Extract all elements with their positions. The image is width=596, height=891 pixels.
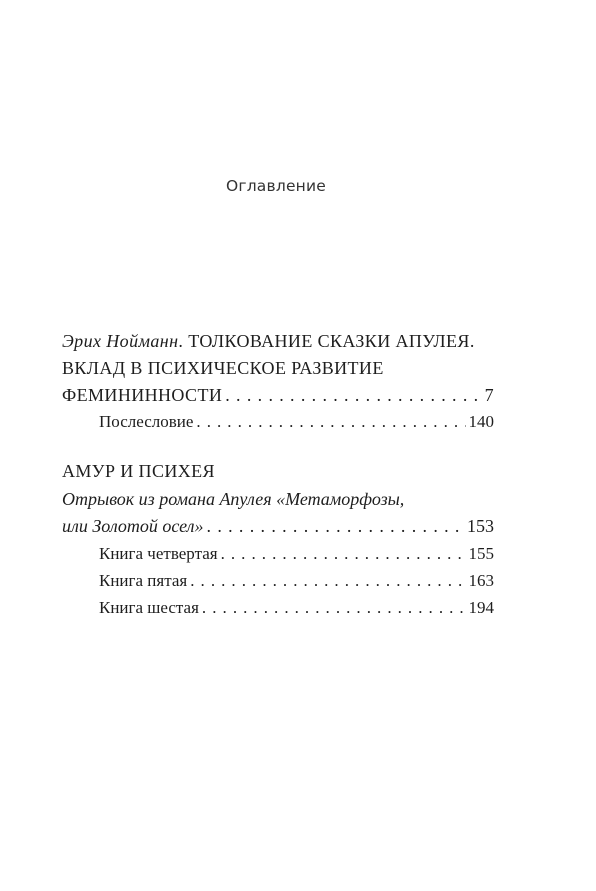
- section-2-subtitle-line-2: или Золотой осел»: [62, 516, 204, 536]
- toc-entry-kniga-chetvertaya[interactable]: [99, 543, 494, 565]
- dot-leader: [221, 543, 466, 565]
- entry-label: Послесловие: [99, 412, 194, 431]
- dot-leader: [207, 515, 464, 537]
- page-number: 194: [468, 598, 494, 617]
- section-1-entry[interactable]: [62, 384, 494, 406]
- section-1-author: Эрих Нойманн: [62, 331, 179, 351]
- section-1-title-line-1: [62, 330, 494, 352]
- entry-label: Книга четвертая: [99, 544, 218, 563]
- page-number: 155: [468, 544, 494, 563]
- section-1-title-line-3: ФЕМИНИННОСТИ: [62, 385, 223, 405]
- dot-leader: [196, 411, 465, 433]
- section-1-title-line-2: ВКЛАД В ПСИХИЧЕСКОЕ РАЗВИТИЕ: [62, 358, 384, 378]
- dot-leader: [225, 384, 481, 406]
- section-2-subtitle-line-1: Отрывок из романа Апулея «Метаморфозы,: [62, 489, 405, 509]
- section-2-entry[interactable]: [62, 515, 494, 537]
- dot-leader: [190, 570, 465, 592]
- page-number: 153: [467, 516, 494, 536]
- section-2-title: АМУР И ПСИХЕЯ: [62, 461, 215, 481]
- section-1-title-part-1: . ТОЛКОВАНИЕ СКАЗКИ АПУЛЕЯ.: [178, 331, 475, 351]
- toc-heading: Оглавление: [225, 177, 327, 195]
- page-number: 163: [468, 571, 494, 590]
- entry-label: Книга пятая: [99, 571, 188, 590]
- page-number: 140: [468, 412, 494, 431]
- toc-entry-kniga-pyataya[interactable]: [99, 570, 494, 592]
- toc-entry-posleslovie[interactable]: [99, 411, 494, 433]
- dot-leader: [202, 597, 466, 619]
- toc-entry-kniga-shestaya[interactable]: [99, 597, 494, 619]
- page-number: 7: [484, 385, 494, 405]
- entry-label: Книга шестая: [99, 598, 199, 617]
